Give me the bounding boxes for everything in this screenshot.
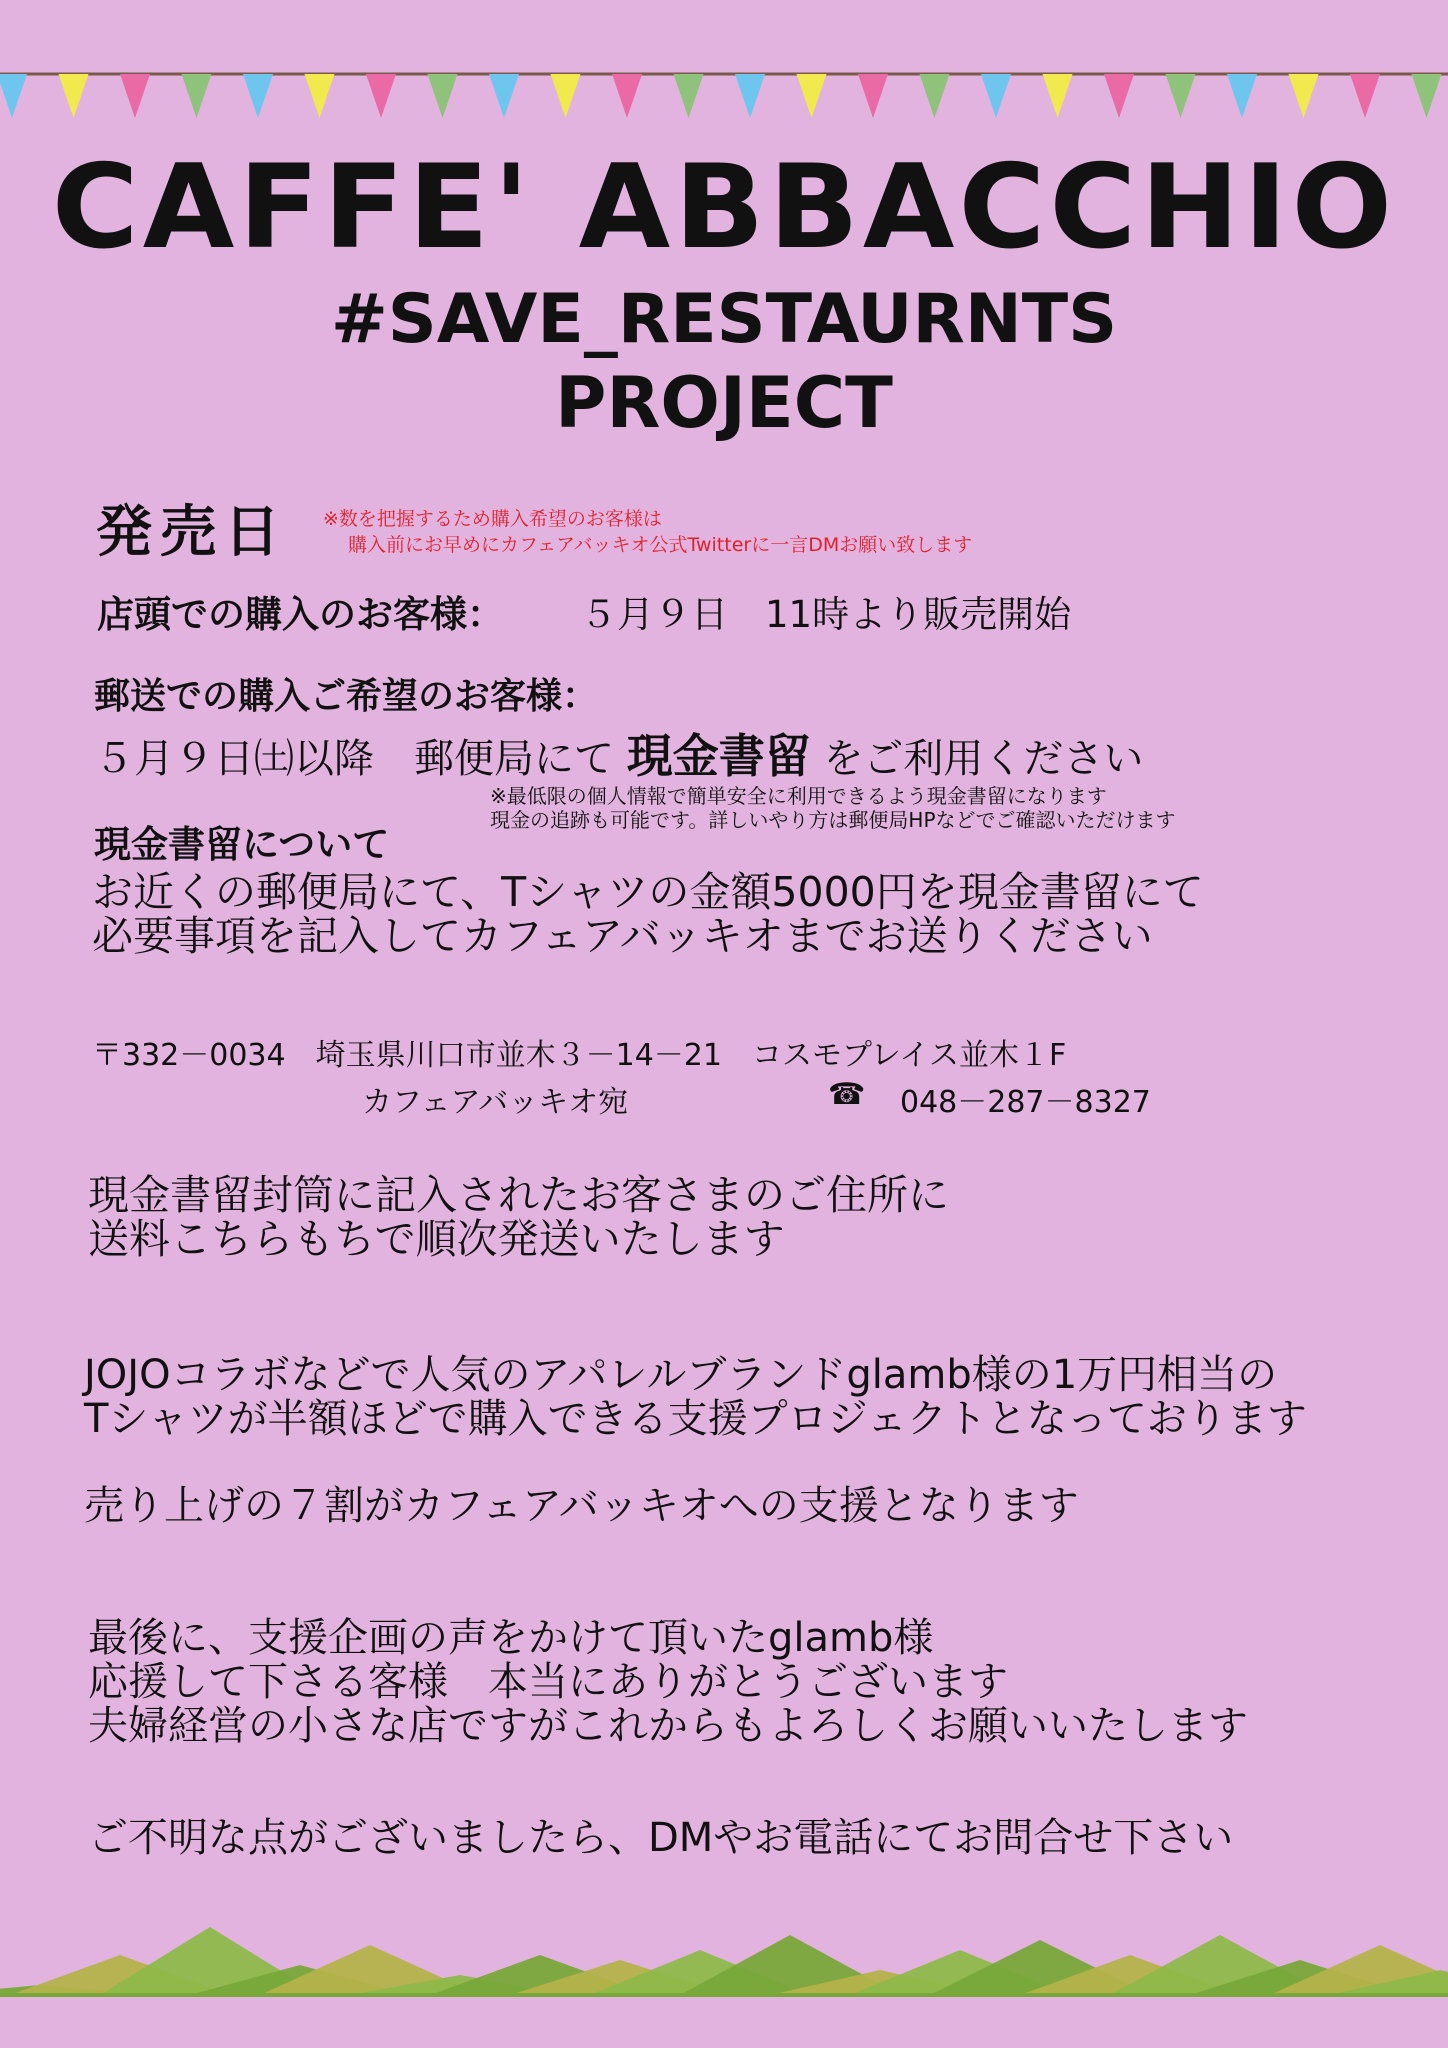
privacy-note-line1: ※最低限の個人情報で簡単安全に利用できるよう現金書留になります	[490, 784, 1107, 808]
bunting-flag	[120, 74, 150, 118]
dm-request-note-line2: 購入前にお早めにカフェアバッキオ公式Twitterに一言DMお願い致します	[348, 534, 973, 556]
bunting-flag	[612, 74, 642, 118]
bunting-flag	[182, 74, 212, 118]
bunting-flag	[366, 74, 396, 118]
bunting-flag	[981, 74, 1011, 118]
support-ratio-text: 売り上げの７割がカフェアバッキオへの支援となります	[84, 1483, 1079, 1529]
postal-address: 〒332－0034 埼玉県川口市並木３－14－21 コスモプレイス並木１F	[92, 1038, 1067, 1073]
bunting-flag	[551, 74, 581, 118]
phone-number: 048－287－8327	[900, 1085, 1151, 1120]
bunting-flag	[1350, 74, 1380, 118]
store-purchase-label: 店頭での購入のお客様：	[97, 593, 504, 636]
bunting-flag	[674, 74, 704, 118]
shipping-line1: 現金書留封筒に記入されたお客さまのご住所に	[88, 1171, 949, 1219]
cash-registered-mail-heading: 現金書留について	[94, 823, 390, 866]
mail-purchase-label: 郵送での購入ご希望のお客様：	[94, 676, 599, 717]
bunting-flag	[0, 74, 27, 118]
bunting-flag	[59, 74, 89, 118]
mail-line-suffix: をご利用ください	[823, 736, 1144, 782]
cash-registered-mail-emphasis: 現金書留	[626, 729, 811, 783]
phone-icon: ☎	[828, 1077, 866, 1112]
bunting-flag	[797, 74, 827, 118]
thanks-line1: 最後に、支援企画の声をかけて頂いたglamb様	[88, 1615, 934, 1661]
cod-instruction-line1: お近くの郵便局にて、Tシャツの金額5000円を現金書留にて	[92, 868, 1204, 916]
bunting-flag	[1412, 74, 1442, 118]
privacy-note-line2: 現金の追跡も可能です。詳しいやり方は郵便局HPなどでご確認いただけます	[490, 808, 1176, 832]
contact-text: ご不明な点がございましたら、DMやお電話にてお問合せ下さい	[88, 1815, 1234, 1861]
bunting-flag	[428, 74, 458, 118]
mountain-ground	[0, 1993, 1448, 1997]
bunting-flag	[1166, 74, 1196, 118]
bunting-flag	[1104, 74, 1134, 118]
cod-instruction-line2: 必要事項を記入してカフェアバッキオまでお送りください	[92, 912, 1153, 960]
dm-request-note-line1: ※数を把握するため購入希望のお客様は	[323, 508, 662, 530]
subtitle-hashtag: #SAVE_RESTAURNTS	[330, 280, 1118, 359]
bunting-flag	[1227, 74, 1257, 118]
bunting-flag	[305, 74, 335, 118]
bunting-flag	[243, 74, 273, 118]
bunting-flag	[735, 74, 765, 118]
store-purchase-date: ５月９日 11時より販売開始	[580, 593, 1072, 636]
mail-line-prefix: ５月９日㈯以降 郵便局にて	[94, 736, 614, 782]
project-info-line1: JOJOコラボなどで人気のアパレルブランドglamb様の1万円相当の	[84, 1352, 1278, 1398]
mountains-decoration	[0, 1915, 1448, 2048]
main-title: CAFFE' ABBACCHIO	[51, 140, 1397, 275]
shipping-line2: 送料こちらもちで順次発送いたします	[88, 1215, 785, 1263]
subtitle-project: PROJECT	[555, 362, 893, 444]
bunting-flag	[1043, 74, 1073, 118]
bunting-flag	[489, 74, 519, 118]
mail-purchase-instructions	[94, 720, 1143, 786]
bunting-flags-decoration	[0, 60, 1448, 130]
thanks-line2: 応援して下さる客様 本当にありがとうございます	[88, 1659, 1008, 1705]
thanks-line3: 夫婦経営の小さな店ですがこれからもよろしくお願いいたします	[88, 1703, 1248, 1749]
recipient-name: カフェアバッキオ宛	[362, 1085, 629, 1120]
bunting-flag	[1289, 74, 1319, 118]
release-date-heading: 発売日	[96, 499, 288, 565]
bunting-flag	[858, 74, 888, 118]
bunting-flag	[920, 74, 950, 118]
project-info-line2: Tシャツが半額ほどで購入できる支援プロジェクトとなっております	[84, 1396, 1307, 1442]
